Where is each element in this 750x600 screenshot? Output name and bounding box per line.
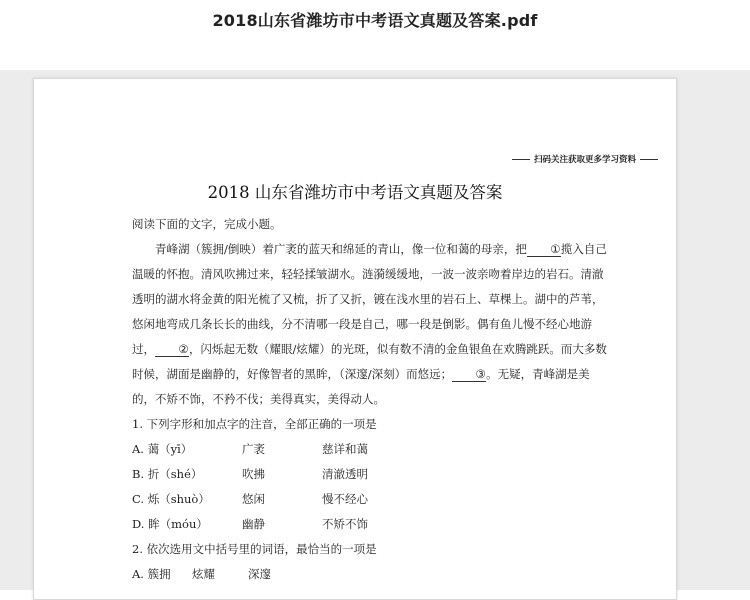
- passage: [132, 237, 612, 412]
- option-cell: 清澈透明: [322, 467, 368, 481]
- option-cell: 慢不经心: [322, 492, 368, 506]
- option-cell: 吹拂: [242, 467, 265, 481]
- header-note: [512, 153, 658, 165]
- option-cell: A. 蔼（yī）: [132, 442, 193, 456]
- passage-part2: 揽入自己温暖的怀抱。清风吹拂过来，轻轻揉皱湖水。涟漪缓缓地，一波一波亲吻着岸边的岩石。清澈透明的湖水将金黄的阳光梳了又梳，折了又折，镀在浅水里的岩石上、草棵上。湖中的芦苇，悠闲地弯成几条长长的曲线，分不清哪一段是自己，哪一段是倒影。偶有鱼儿慢不经心地游过，: [132, 242, 607, 356]
- blank-2: ②: [155, 342, 189, 357]
- file-title: 2018山东省潍坊市中考语文真题及答案.pdf: [212, 11, 538, 30]
- option-cell: 慈详和蔼: [322, 442, 368, 456]
- dash-right: [640, 159, 658, 160]
- q1-option-c: [132, 487, 612, 512]
- q2-option-a: [132, 562, 612, 587]
- blank-3: ③: [452, 367, 486, 382]
- option-cell: 悠闲: [242, 492, 265, 506]
- q1-option-d: [132, 512, 612, 537]
- option-cell: D. 眸（móu）: [132, 517, 208, 531]
- option-cell: 炫耀: [192, 567, 215, 581]
- document-body: [132, 212, 612, 587]
- option-cell: B. 折（shé）: [132, 467, 203, 481]
- option-cell: A. 簇拥: [132, 567, 171, 581]
- option-cell: 不矫不饰: [322, 517, 368, 531]
- pdf-page: [33, 78, 677, 600]
- passage-part3: ，闪烁起无数（耀眼/炫耀）的光斑，似有数不清的金鱼银鱼在欢腾跳跃。而大多数时候，湖面是幽静的，好像智者的黑眸，（深邃/深刻）而悠远；: [132, 342, 607, 381]
- question-2-stem: 2. 依次选用文中括号里的词语，最恰当的一项是: [132, 542, 377, 556]
- title-bar: [0, 0, 750, 70]
- instruction: 阅读下面的文字，完成小题。: [132, 217, 282, 231]
- dash-left: [512, 159, 530, 160]
- header-note-text: 扫码关注获取更多学习资料: [533, 155, 636, 165]
- option-cell: 幽静: [242, 517, 265, 531]
- option-cell: 广袤: [242, 442, 265, 456]
- question-1-stem: 1. 下列字形和加点字的注音，全部正确的一项是: [132, 417, 377, 431]
- document-title: 2018 山东省潍坊市中考语文真题及答案: [207, 183, 503, 202]
- passage-part1: 青峰湖（簇拥/倒映）着广袤的蓝天和绵延的青山，像一位和蔼的母亲，把: [155, 242, 527, 256]
- q1-option-a: [132, 437, 612, 462]
- option-cell: 深邃: [248, 567, 271, 581]
- option-cell: C. 烁（shuò）: [132, 492, 210, 506]
- blank-1: ①: [527, 242, 561, 257]
- passage-part4: 。无疑，青峰湖是美的，不矫不饰，不矜不伐；美得真实，美得动人。: [132, 367, 590, 406]
- q1-option-b: [132, 462, 612, 487]
